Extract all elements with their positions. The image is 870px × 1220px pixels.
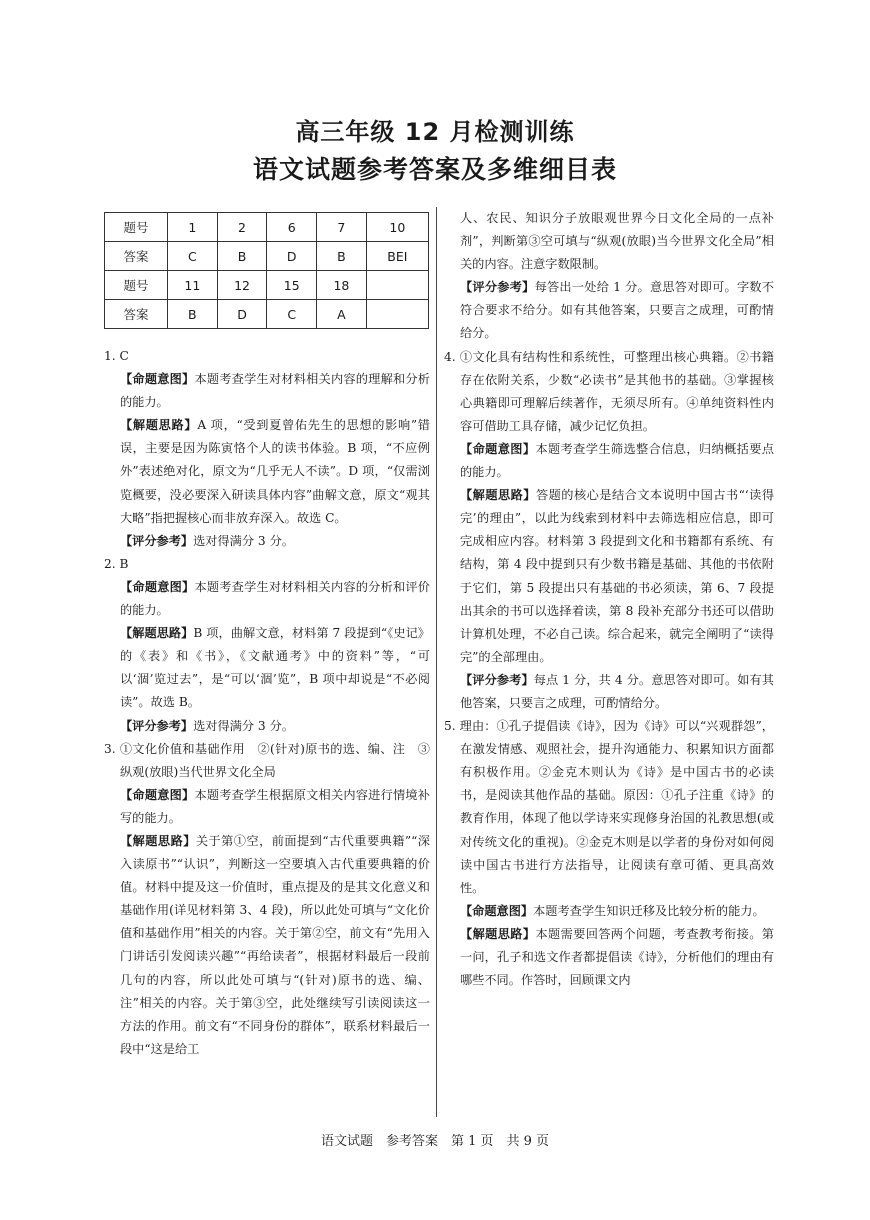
q4-heading: 4. ①文化具有结构性和系统性，可整理出核心典籍。②书籍存在依附关系，少数“必读书”是其他书的基础。③掌握核心典籍即可理解后续著作，无须尽所有。④单纯资料性内容可借助工具存储，减少记忆负担。 bbox=[444, 349, 774, 433]
section-tag: 【解题思路】 bbox=[460, 926, 536, 941]
section-tag: 【命题意图】 bbox=[460, 903, 534, 918]
table-cell: 7 bbox=[317, 213, 367, 242]
q5-heading: 5. 理由：①孔子提倡读《诗》，因为《诗》可以“兴观群怨”，在激发情感、观照社会，提升沟通能力、积累知识方面都有积极作用。②金克木则认为《诗》是中国古书的必读书，是阅读其他作品的基础。原因：①孔子注重《诗》的教育作用，体现了他以学诗来实现修身治国的礼教思想(或对传统文化的重视)。②金克木则是以学者的身份对如何阅读中国古书进行方法指导，让阅读有章可循、更具高效性。 bbox=[444, 719, 774, 895]
table-cell: 答案 bbox=[105, 300, 168, 329]
section-tag: 【评分参考】 bbox=[460, 672, 534, 687]
section-tag: 【命题意图】 bbox=[120, 579, 195, 594]
paragraph-text: 本题考查学生对材料相关内容的理解和分析的能力。 bbox=[120, 372, 430, 410]
table-row bbox=[105, 300, 429, 329]
q2-heading: 2. B bbox=[104, 556, 129, 571]
paragraph-text: 选对得满分 3 分。 bbox=[193, 533, 294, 548]
q4-scoring bbox=[444, 669, 774, 715]
table-cell: C bbox=[168, 242, 218, 271]
q3-heading: 3. ①文化价值和基础作用 ②(针对)原书的选、编、注 ③纵观(放眼)当代世界文化全局 bbox=[104, 741, 430, 779]
section-tag: 【解题思路】 bbox=[120, 418, 198, 433]
answer-table bbox=[104, 212, 429, 329]
section-tag: 【命题意图】 bbox=[460, 441, 536, 456]
table-cell: C bbox=[267, 300, 317, 329]
paragraph-text: 选对得满分 3 分。 bbox=[193, 718, 294, 733]
paragraph-text: A 项，“受到夏曾佑先生的思想的影响”错误，主要是因为陈寅恪个人的读书体验。B 项，“不应例外”表述绝对化，原文为“几乎无人不读”。D 项，“仅需浏览概要，没必要深入研读具体内容”曲解文意，原文“观其大略”指把握核心而非放弃深入。故选 C。 bbox=[120, 418, 430, 525]
left-column bbox=[104, 345, 430, 1061]
q3-intent bbox=[104, 784, 430, 830]
table-cell: 2 bbox=[217, 213, 267, 242]
paragraph-text: 答题的核心是结合文本说明中国古书“‘读得完’的理由”，以此为线索到材料中去筛选相应信息，即可完成相应内容。材料第 3 段提到文化和书籍都有系统、有结构，第 4 段中提到只有少数书籍是基础、其他的书依附于它们，第 5 段提出只有基础的书必须读，第 6、7 段提出其余的书可以选择着读，第 8 段补充部分书还可以借助计算机处理，不必自己读。综合起来，就完全阐明了“读得完”的全部理由。 bbox=[460, 488, 775, 664]
table-cell: 18 bbox=[317, 271, 367, 300]
section-tag: 【评分参考】 bbox=[120, 718, 194, 733]
table-cell: 6 bbox=[267, 213, 317, 242]
q1-scoring bbox=[104, 530, 430, 553]
table-cell bbox=[366, 271, 428, 300]
q4-approach bbox=[444, 484, 774, 669]
paragraph-text: 每答出一处给 1 分。意思答对即可。字数不符合要求不给分。如有其他答案，只要言之成理，可酌情给分。 bbox=[460, 280, 774, 341]
paragraph-text: 本题考查学生知识迁移及比较分析的能力。 bbox=[533, 903, 765, 918]
section-tag: 【命题意图】 bbox=[120, 372, 195, 387]
q1-heading: 1. C bbox=[104, 349, 129, 363]
title-line-1: 高三年级 12 月检测训练 bbox=[295, 118, 575, 146]
paragraph-text: 本题考查学生根据原文相关内容进行情境补写的能力。 bbox=[120, 787, 430, 825]
table-row bbox=[105, 242, 429, 271]
q1-intent bbox=[104, 368, 430, 414]
section-tag: 【解题思路】 bbox=[120, 626, 194, 641]
q2-scoring bbox=[104, 715, 430, 738]
section-tag: 【解题思路】 bbox=[460, 488, 536, 503]
table-cell bbox=[366, 300, 428, 329]
table-cell: B bbox=[317, 242, 367, 271]
column-divider bbox=[436, 207, 437, 1117]
table-cell: 11 bbox=[168, 271, 218, 300]
q3-scoring bbox=[444, 276, 774, 345]
q3-approach bbox=[104, 830, 430, 1061]
q2-approach bbox=[104, 622, 430, 714]
q5-approach bbox=[444, 923, 774, 992]
q2-intent bbox=[104, 576, 430, 622]
section-tag: 【评分参考】 bbox=[460, 280, 535, 295]
table-cell: A bbox=[317, 300, 367, 329]
paragraph-text: 关于第①空，前面提到“古代重要典籍”“深入读原书”“认识”，判断这一空要填入古代重要典籍的价值。材料中提及这一价值时，重点提及的是其文化意义和基础作用(详见材料第 3、4 段)，所以此处可填与“文化价值和基础作用”相关的内容。关于第②空，前文有“先用入门讲话引发阅读兴趣”“再给读者”，根据材料最后一段前几句的内容，所以此处可填与“(针对)原书的选、编、注”相关的内容。关于第③空，此处继续写引读阅读这一方法的作用。前文有“不同身份的群体”，联系材料最后一段中“这是给工 bbox=[120, 833, 430, 1056]
page-footer: 语文试题 参考答案 第 1 页 共 9 页 bbox=[320, 1134, 550, 1149]
paragraph-text: 本题需要回答两个问题，考查教考衔接。第一问，孔子和选文作者都提倡读《诗》，分析他们的理由有哪些不同。作答时，回顾课文内 bbox=[460, 926, 774, 988]
paragraph-text: 本题考查学生筛选整合信息，归纳概括要点的能力。 bbox=[460, 441, 774, 480]
table-cell: B bbox=[168, 300, 218, 329]
title-line-2: 语文试题参考答案及多维细目表 bbox=[252, 155, 617, 184]
q4-intent bbox=[444, 438, 774, 484]
table-cell: 1 bbox=[168, 213, 218, 242]
section-tag: 【命题意图】 bbox=[120, 787, 195, 802]
table-cell: 答案 bbox=[105, 242, 168, 271]
table-cell: 题号 bbox=[105, 213, 168, 242]
paragraph-text: 本题考查学生对材料相关内容的分析和评价的能力。 bbox=[120, 579, 430, 618]
paragraph-text: B 项，曲解文意，材料第 7 段提到“《史记》的《表》和《书》，《文献通考》中的资料”等，“可以‘涸’览过去”，是“可以‘涸’览”，B 项中却说是“不必阅读”。故选 B。 bbox=[120, 626, 430, 710]
table-cell: 10 bbox=[366, 213, 428, 242]
table-row bbox=[105, 271, 429, 300]
section-tag: 【评分参考】 bbox=[120, 533, 194, 548]
section-tag: 【解题思路】 bbox=[120, 833, 196, 848]
table-cell: D bbox=[217, 300, 267, 329]
q5-intent bbox=[444, 900, 774, 923]
table-row bbox=[105, 213, 429, 242]
table-cell: 12 bbox=[217, 271, 267, 300]
table-cell: 15 bbox=[267, 271, 317, 300]
table-cell: D bbox=[267, 242, 317, 271]
table-cell: 题号 bbox=[105, 271, 168, 300]
paragraph-text: 每点 1 分，共 4 分。意思答对即可。如有其他答案，只要言之成理，可酌情给分。 bbox=[460, 672, 774, 710]
q1-approach bbox=[104, 414, 430, 529]
table-cell: BEI bbox=[366, 242, 428, 271]
q3-continued: 人、农民、知识分子放眼观世界今日文化全局的一点补剂”，判断第③空可填与“纵观(放眼)当今世界文化全局”相关的内容。注意字数限制。 bbox=[460, 211, 774, 272]
table-cell: B bbox=[217, 242, 267, 271]
right-column bbox=[444, 207, 774, 992]
